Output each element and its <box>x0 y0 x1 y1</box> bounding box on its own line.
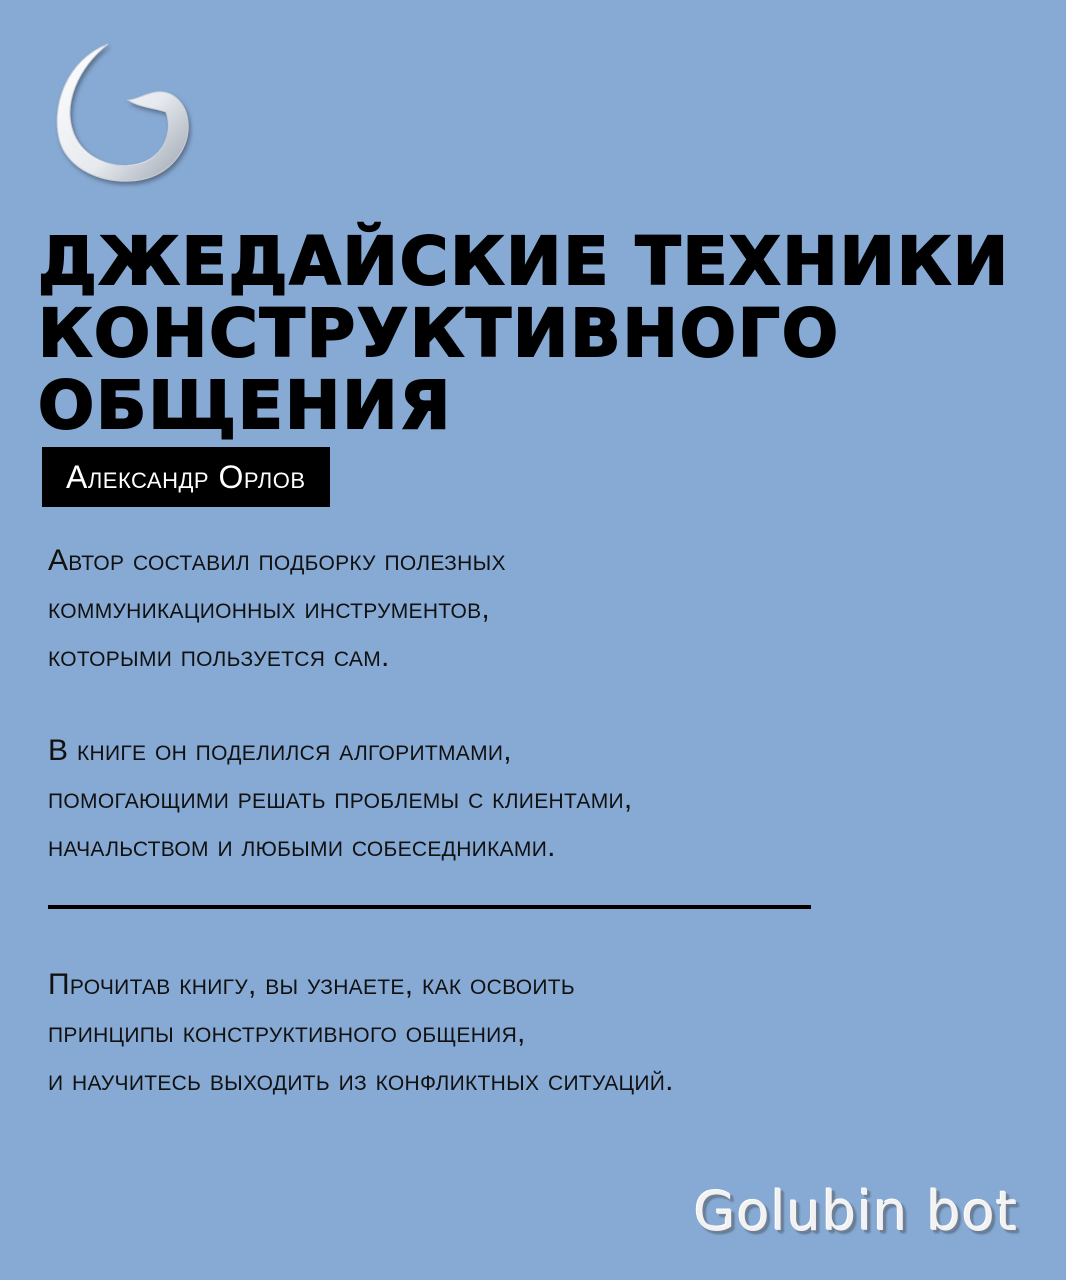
title-line-3: ОБЩЕНИЯ <box>38 367 453 444</box>
author-badge: Александр Орлов <box>42 447 330 507</box>
description-paragraph-3 <box>48 961 1028 1105</box>
title-line-2: КОНСТРУКТИВНОГО <box>38 295 841 372</box>
paragraph-line: которыми пользуется сам. <box>48 640 390 673</box>
paragraph-line: принципы конструктивного общения, <box>48 1016 526 1049</box>
title-line-1: ДЖЕДАЙСКИЕ ТЕХНИКИ <box>38 223 1011 300</box>
paragraph-line: начальством и любыми собеседниками. <box>48 830 556 863</box>
paragraph-line: и научитесь выходить из конфликтных ситуаций. <box>48 1064 674 1097</box>
paragraph-line: В книге он поделился алгоритмами, <box>48 734 512 767</box>
watermark-text: Golubin bot <box>693 1180 1018 1243</box>
description-paragraph-2 <box>48 727 1028 871</box>
paragraph-line: Автор составил подборку полезных <box>48 544 506 577</box>
paragraph-line: помогающими решать проблемы с клиентами, <box>48 782 633 815</box>
description-paragraph-1 <box>48 537 1028 681</box>
paragraph-line: коммуникационных инструментов, <box>48 592 491 625</box>
brand-logo-icon <box>44 38 194 188</box>
section-divider <box>48 905 811 909</box>
paragraph-line: Прочитав книгу, вы узнаете, как освоить <box>48 968 575 1001</box>
book-title <box>38 223 1018 444</box>
